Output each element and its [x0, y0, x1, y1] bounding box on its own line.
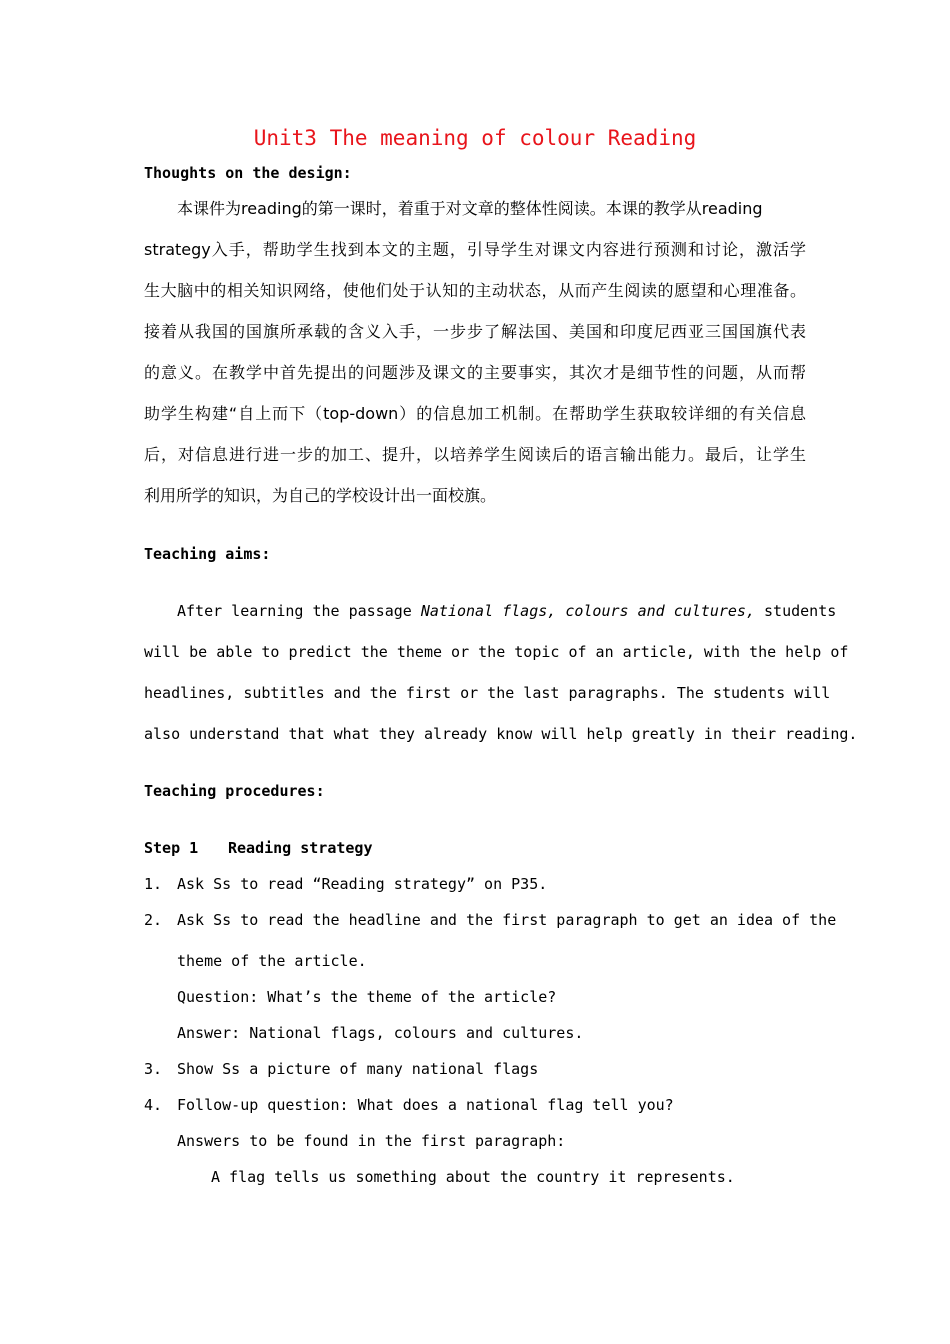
question-text: Question: What’s the theme of the article? — [177, 988, 557, 1006]
list-item: Ask Ss to read the headline and the first paragraph to get an idea of the — [177, 911, 837, 929]
step1-label: Step 1 — [144, 839, 199, 857]
design-line-5: 的意义。在教学中首先提出的问题涉及课文的主要事实，其次才是细节性的问题，从而帮 — [144, 363, 806, 382]
page-title: Unit3 The meaning of colour Reading — [253, 126, 697, 150]
design-line-2: strategy入手，帮助学生找到本文的主题，引导学生对课文内容进行预测和讨论，激活学 — [144, 240, 806, 259]
aims-line-3: headlines, subtitles and the first or the last paragraphs. The students will — [144, 684, 831, 702]
aims-line-1-post: students — [754, 602, 837, 620]
aims-heading: Teaching aims: — [144, 545, 271, 563]
passage-title: National flags, colours and cultures, — [420, 602, 755, 620]
list-item: Ask Ss to read “Reading strategy” on P35. — [177, 875, 548, 893]
design-line-7: 后，对信息进行进一步的加工、提升，以培养学生阅读后的语言输出能力。最后，让学生 — [144, 445, 806, 464]
list-item-continuation: theme of the article. — [177, 952, 367, 970]
design-line-3: 生大脑中的相关知识网络，使他们处于认知的主动状态，从而产生阅读的愿望和心理准备。 — [144, 281, 806, 300]
list-item-number: 2. — [144, 911, 163, 929]
design-heading: Thoughts on the design: — [144, 164, 352, 182]
answers-found-text: Answers to be found in the first paragraph: — [177, 1132, 566, 1150]
list-item-number: 1. — [144, 875, 163, 893]
aims-line-1 — [177, 601, 836, 621]
step1-title: Reading strategy — [228, 839, 373, 857]
list-item-number: 3. — [144, 1060, 163, 1078]
list-item-number: 4. — [144, 1096, 163, 1114]
answer-text: Answer: National flags, colours and cultures. — [177, 1024, 584, 1042]
list-item: Show Ss a picture of many national flags — [177, 1060, 539, 1078]
aims-line-1-pre: After learning the passage — [177, 602, 421, 620]
aims-line-4: also understand that what they already know will help greatly in their reading. — [144, 725, 858, 743]
procedures-heading: Teaching procedures: — [144, 782, 325, 800]
design-line-8: 利用所学的知识，为自己的学校设计出一面校旗。 — [144, 486, 497, 505]
flag-sentence: A flag tells us something about the country it represents. — [211, 1168, 735, 1186]
design-line-1: 本课件为reading的第一课时，着重于对文章的整体性阅读。本课的教学从reading — [177, 199, 763, 218]
design-line-4: 接着从我国的国旗所承载的含义入手，一步步了解法国、美国和印度尼西亚三国国旗代表 — [144, 322, 806, 341]
list-item: Follow-up question: What does a national flag tell you? — [177, 1096, 674, 1114]
aims-line-2: will be able to predict the theme or the topic of an article, with the help of — [144, 643, 849, 661]
design-line-6: 助学生构建“自上而下（top-down）的信息加工机制。在帮助学生获取较详细的有关信息 — [144, 404, 806, 423]
